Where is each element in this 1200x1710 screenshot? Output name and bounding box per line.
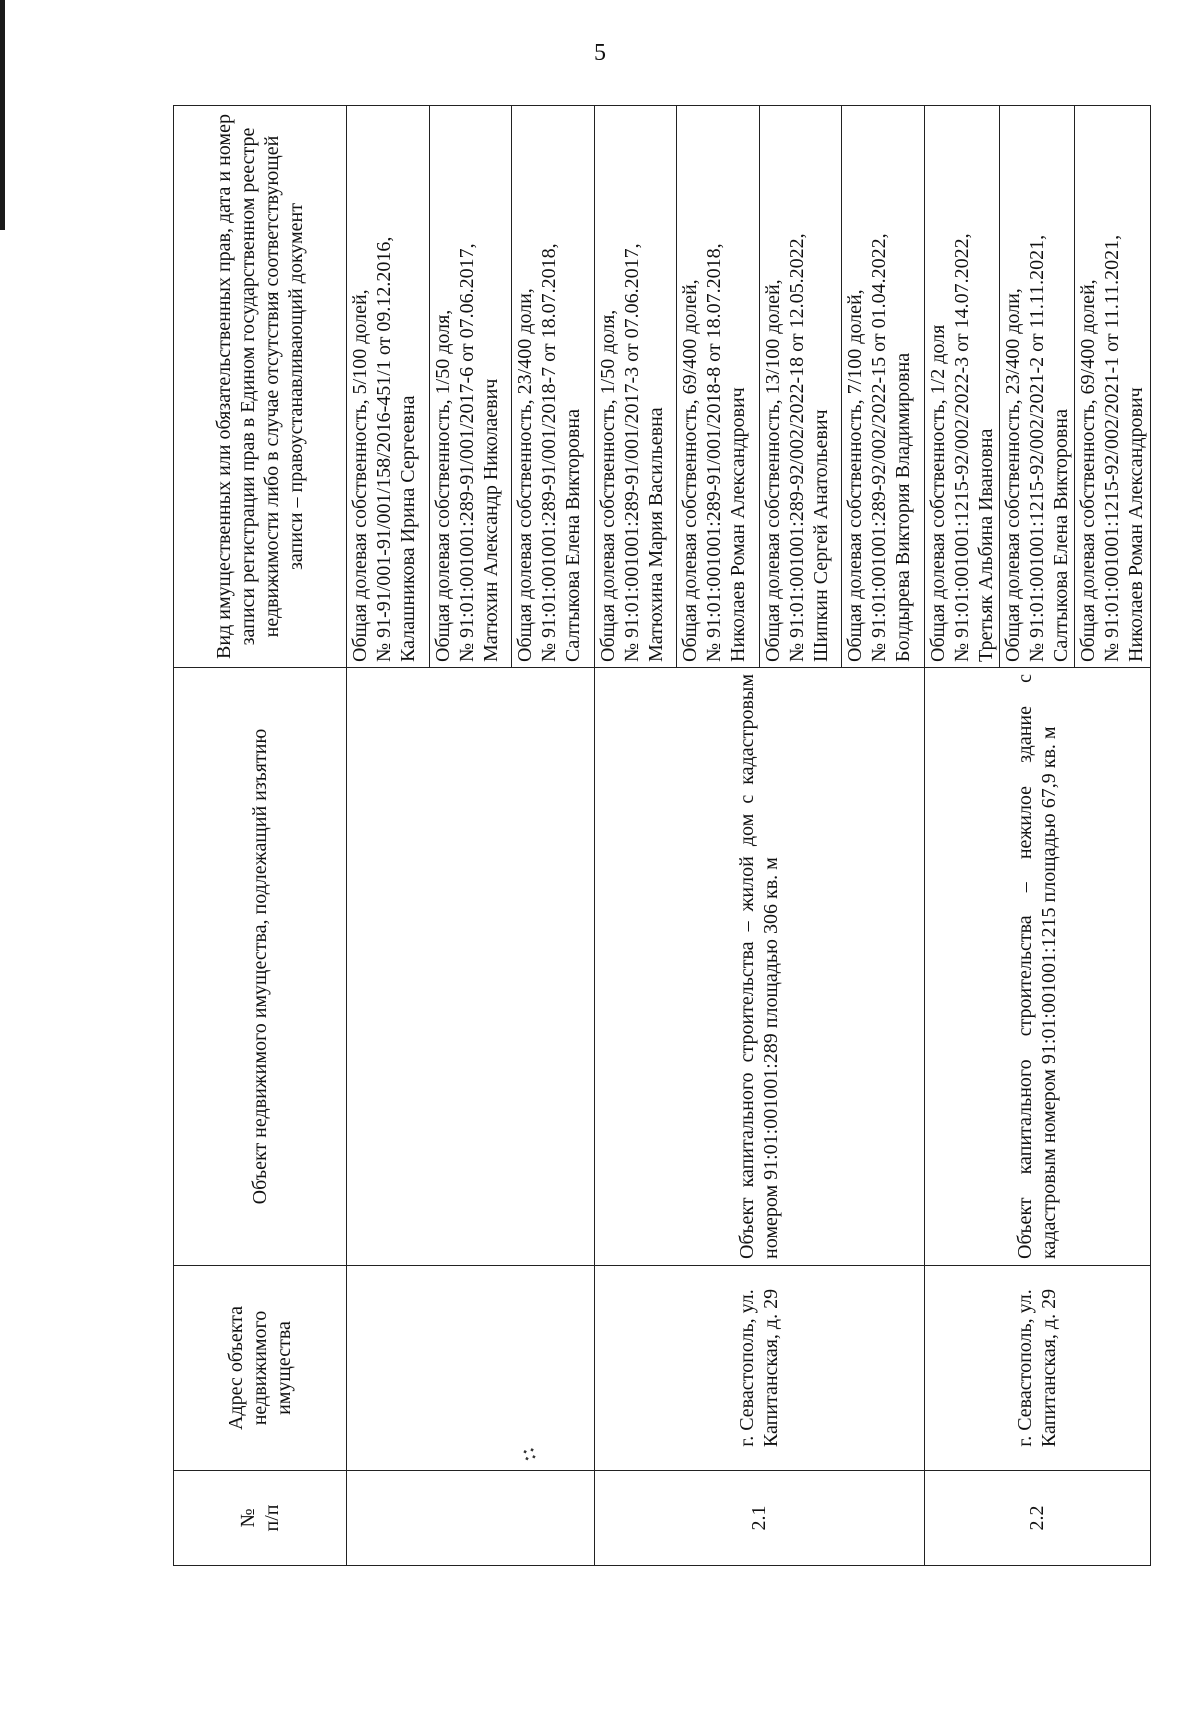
header-object: Объект недвижимого имущества, подлежащий изъятию (174, 668, 347, 1266)
row-num-cell: 2.1 (594, 1471, 924, 1566)
row-address-cell: г. Севастополь, ул. Капитанская, д. 29 (924, 1266, 1150, 1471)
page-number: 5 (594, 40, 606, 66)
pen-mark: ⁘ (512, 1438, 550, 1472)
row-object-cell: Объект капитального строительства – жилой дом с кадастровым номером 91:01:001001:289 площадью 306 кв. м (594, 668, 924, 1266)
scan-edge-mark (0, 0, 5, 230)
rights-entry: Общая долевая собственность, 7/100 долей, № 91:01:001001:289-92/002/2022-15 от 01.04.2022, Болдырева Виктория Владимировна (842, 106, 925, 668)
rights-entry: Общая долевая собственность, 5/100 долей, № 91-91/001-91/001/158/2016-451/1 от 09.12.2016, Калашникова Ирина Сергеевна (347, 106, 430, 668)
table-row (347, 106, 430, 1566)
header-address: Адрес объекта недвижимого имущества (174, 1266, 347, 1471)
rights-entry: Общая долевая собственность, 1/2 доля № 91:01:001001:1215-92/002/2022-3 от 14.07.2022, Третьяк Альбина Ивановна (924, 106, 999, 668)
rights-entry: Общая долевая собственность, 1/50 доля, № 91:01:001001:289-91/001/2017-3 от 07.06.2017, Матюхина Мария Васильевна (594, 106, 677, 668)
row-address-cell (347, 1266, 595, 1471)
header-rights (174, 106, 347, 668)
row-num-cell: 2.2 (924, 1471, 1150, 1566)
row-address-cell: г. Севастополь, ул. Капитанская, д. 29 (594, 1266, 924, 1471)
rotated-table-wrapper (173, 106, 1151, 1566)
header-rights-tail: правоустанавливающий документ (285, 203, 308, 493)
rights-entry: Общая долевая собственность, 69/400 долей, № 91:01:001001:289-91/001/2018-8 от 18.07.2018, Николаев Роман Александрович (677, 106, 760, 668)
table-row (594, 106, 677, 1566)
rights-entry: Общая долевая собственность, 13/100 долей, № 91:01:001001:289-92/002/2022-18 от 12.05.2022, Шипкин Сергей Анатольевич (759, 106, 842, 668)
rights-entry: Общая долевая собственность, 23/400 доли, № 91:01:001001:289-91/001/2018-7 от 18.07.2018, Салтыкова Елена Викторовна (512, 106, 595, 668)
property-register-table (173, 105, 1151, 1566)
row-object-cell: Объект капитального строительства – нежилое здание с кадастровым номером 91:01:001001:1215 площадью 67,9 кв. м (924, 668, 1150, 1266)
header-rights-text: Вид имущественных или обязательственных прав, дата и номер записи регистрации прав в Едином государственном реестре недвижимости либо в случае отсутствия соответствующей записи – (213, 114, 308, 659)
header-num: № п/п (174, 1471, 347, 1566)
rights-entry: Общая долевая собственность, 23/400 доли, № 91:01:001001:1215-92/002/2021-2 от 11.11.2021, Салтыкова Елена Викторовна (1000, 106, 1075, 668)
table-header-row (174, 106, 347, 1566)
row-object-cell (347, 668, 595, 1266)
rights-entry: Общая долевая собственность, 1/50 доля, № 91:01:001001:289-91/001/2017-6 от 07.06.2017, Матюхин Александр Николаевич (429, 106, 512, 668)
rights-entry: Общая долевая собственность, 69/400 долей, № 91:01:001001:1215-92/002/2021-1 от 11.11.2021, Николаев Роман Александрович (1075, 106, 1151, 668)
table-row (924, 106, 999, 1566)
row-num-cell (347, 1471, 595, 1566)
